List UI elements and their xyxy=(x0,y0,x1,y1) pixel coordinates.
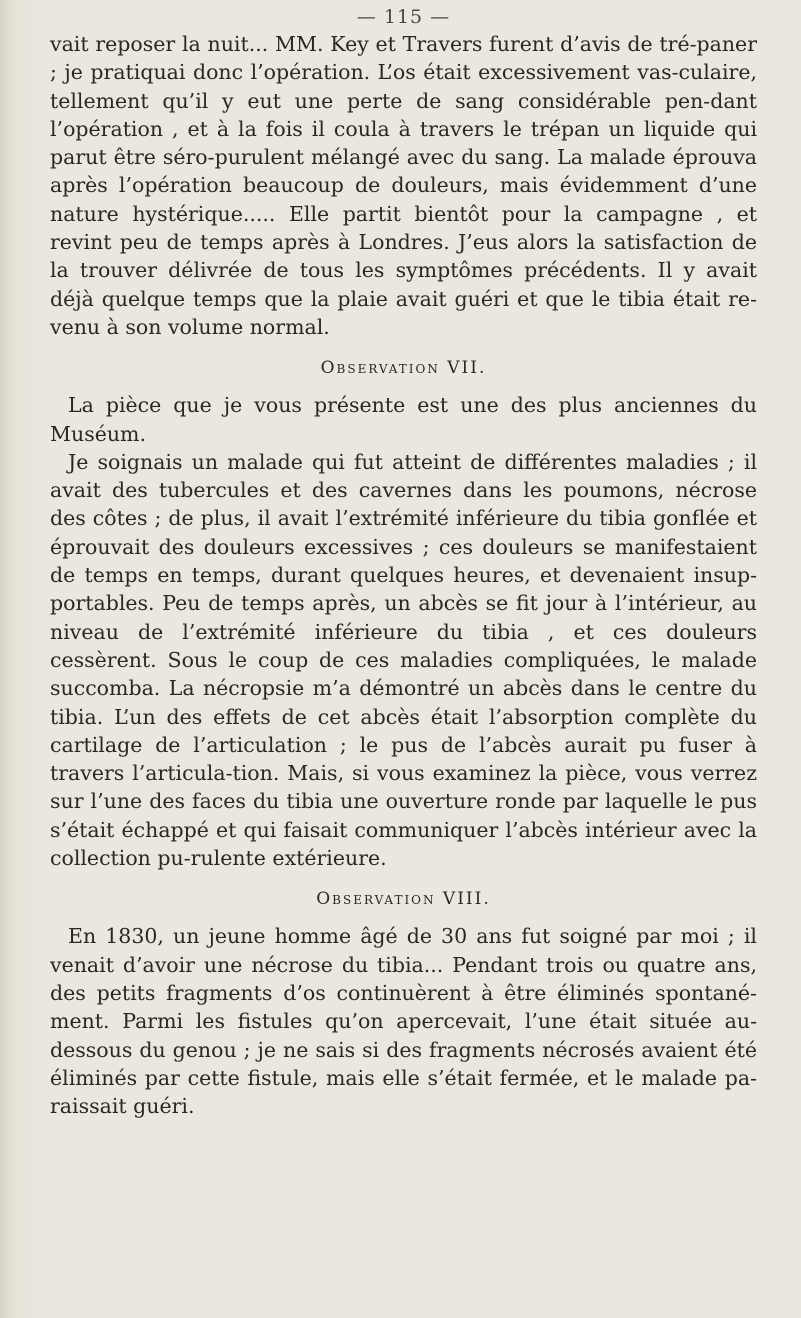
paragraph-case-1830: En 1830, un jeune homme âgé de 30 ans fut soigné par moi ; il venait d’avoir une nécrose du tibia... Pendant trois ou quatre ans, des petits fragments d’os continuèrent à être éliminés spontané-ment. Parmi les fistules qu’on apercevait, l’une était située au-dessous du genou ; je ne sais si des fragments nécrosés avaient été éliminés par cette fistule, mais elle s’était fermée, et le malade pa-raissait guéri. xyxy=(50,924,757,1119)
paragraph-case-description: Je soignais un malade qui fut atteint de différentes maladies ; il avait des tubercules et des cavernes dans les poumons, nécrose des côtes ; de plus, il avait l’extrémité inférieure du tibia gonflée et éprouvait des douleurs excessives ; ces douleurs se manifestaient de temps en temps, durant quelques heures, et devenaient insup-portables. Peu de temps après, un abcès se fit jour à l’intérieur, au niveau de l’extrémité inférieure du tibia , et ces douleurs cessèrent. Sous le coup de ces maladies compliquées, le malade succomba. La nécropsie m’a démontré un abcès dans le centre du tibia. L’un des effets de cet abcès était l’absorption complète du cartilage de l’articulation ; le pus de l’abcès aurait pu fuser à travers l’articula-tion. Mais, si vous examinez la pièce, vous verrez sur l’une des faces du tibia une ouverture ronde par laquelle le pus s’était échappé et qui faisait communiquer l’abcès intérieur avec la collection pu-rulente extérieure. xyxy=(50,449,757,871)
observation-heading-vii: Observation VII. xyxy=(320,358,487,379)
observation-heading-viii: Observation VIII. xyxy=(316,889,491,910)
paragraph-continued: vait reposer la nuit... MM. Key et Travers furent d’avis de tré-paner ; je pratiquai donc l’opération. L’os était excessivement vas-culaire, tellement qu’il y eut une perte de sang considérable pen-dant l’opération , et à la fois il coula à travers le trépan un liquide qui parut être séro-purulent mélangé avec du sang. La malade éprouva après l’opération beaucoup de douleurs, mais évidemment d’une nature hystérique..... Elle partit bientôt pour la campagne , et revint peu de temps après à Londres. J’eus alors la satisfaction de la trouver délivrée de tous les symptômes précédents. Il y avait déjà quelque temps que la plaie avait guéri et que le tibia était re-venu à son volume normal. xyxy=(50,32,757,339)
paragraph-museum-piece: La pièce que je vous présente est une des plus anciennes du Muséum. xyxy=(50,393,757,446)
page-number: — 115 — xyxy=(356,6,451,28)
